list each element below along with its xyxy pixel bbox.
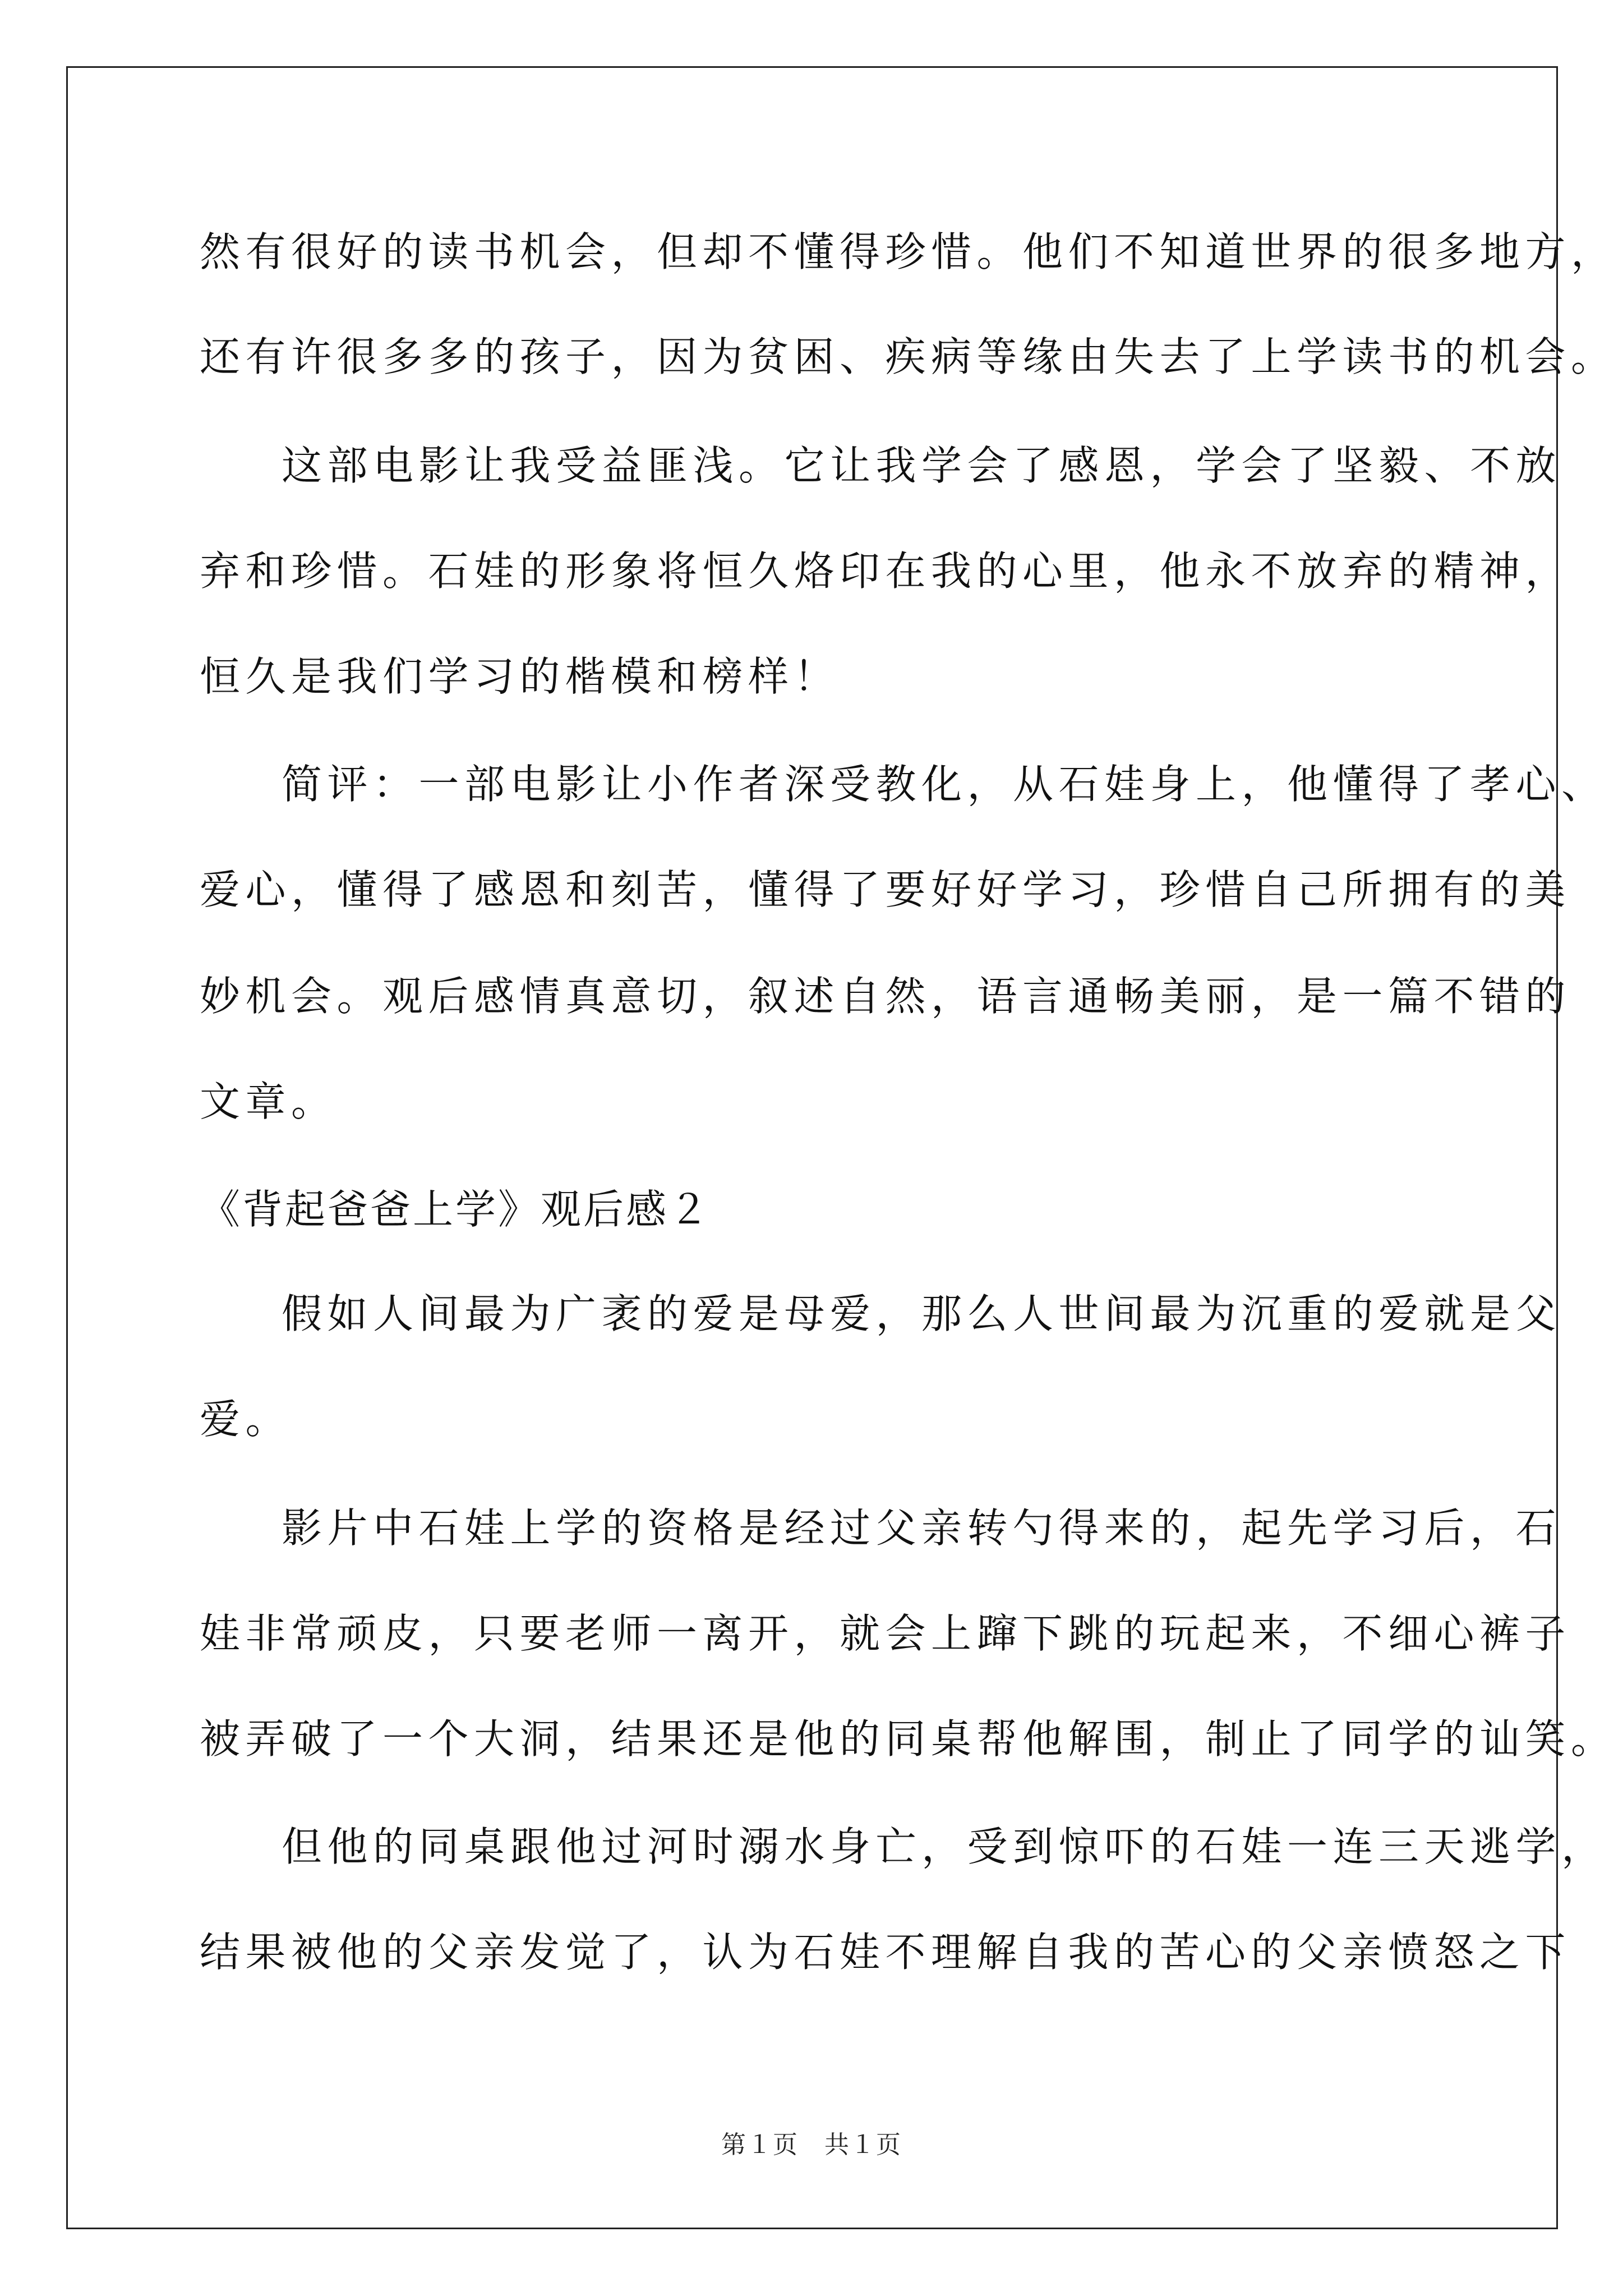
text-line: 弃和珍惜。石娃的形象将恒久烙印在我的心里，他永不放弃的精神， (200, 547, 1571, 595)
paragraph-first-line: 但他的同桌跟他过河时溺水身亡，受到惊吓的石娃一连三天逃学， (282, 1823, 1607, 1870)
text-line: 恒久是我们学习的楷模和榜样！ (200, 653, 840, 700)
text-line: 爱。 (200, 1396, 292, 1443)
paragraph-first-line: 简评：一部电影让小作者深受教化，从石娃身上，他懂得了孝心、 (282, 761, 1607, 808)
text-line: 被弄破了一个大洞，结果还是他的同桌帮他解围，制止了同学的讪笑。 (200, 1715, 1617, 1763)
text-line: 结果被他的父亲发觉了，认为石娃不理解自我的苦心的父亲愤怒之下 (200, 1929, 1571, 1976)
text-line: 妙机会。观后感情真意切，叙述自然，语言通畅美丽，是一篇不错的 (200, 973, 1571, 1020)
page-footer: 第１页 共１页 (721, 2131, 902, 2159)
section-heading: 《背起爸爸上学》观后感２ (200, 1186, 712, 1233)
text-line: 爱心，懂得了感恩和刻苦，懂得了要好好学习，珍惜自己所拥有的美 (200, 866, 1571, 913)
paragraph-first-line: 影片中石娃上学的资格是经过父亲转勺得来的，起先学习后，石 (282, 1504, 1562, 1552)
text-line: 然有很好的读书机会，但却不懂得珍惜。他们不知道世界的很多地方， (200, 228, 1617, 275)
text-line: 文章。 (200, 1078, 337, 1125)
page-border (66, 66, 1558, 2229)
text-line: 娃非常顽皮，只要老师一离开，就会上蹿下跳的玩起来，不细心裤子 (200, 1610, 1571, 1657)
paragraph-first-line: 假如人间最为广袤的爱是母爱，那么人世间最为沉重的爱就是父 (282, 1290, 1562, 1337)
paragraph-first-line: 这部电影让我受益匪浅。它让我学会了感恩，学会了坚毅、不放 (282, 442, 1562, 489)
text-line: 还有许很多多的孩子，因为贫困、疾病等缘由失去了上学读书的机会。 (200, 333, 1617, 380)
